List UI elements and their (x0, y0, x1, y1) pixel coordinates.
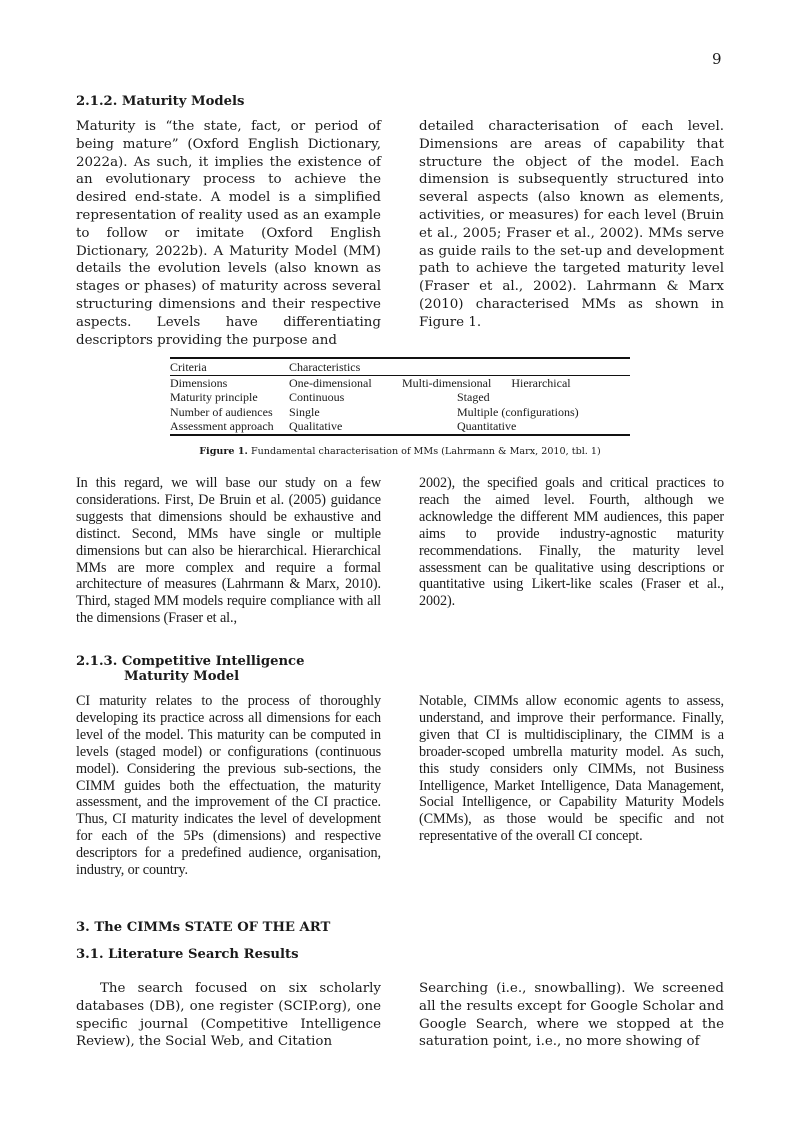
row-characteristic: Single (289, 404, 320, 419)
row-characteristic: Qualitative (289, 419, 343, 434)
heading-line-1: 2.1.3. Competitive Intelligence (76, 654, 305, 669)
literature-search-right-paragraph: Searching (i.e., snowballing). We screened all the results except for Google Scholar and Google Search, where we stopped at the saturation point, i.e., no more showing of (419, 981, 724, 1050)
row-characteristic-multi (402, 376, 630, 391)
section-heading-maturity-models: 2.1.2. Maturity Models (76, 94, 245, 109)
characteristics-header: Characteristics (289, 360, 361, 374)
hierarchical-cell: Hierarchical (511, 375, 571, 390)
ci-maturity-right-paragraph: Notable, CIMMs allow economic agents to assess, understand, and improve their performance. Finally, given that CI is multidisciplinary, the CIMM is a broader-scoped umbrella maturity model. As such, this study considers only CIMMs, not Business Intelligence, Market Intelligence, Data Management, Social Intelligence, or Capability Maturity Models (CMMs), as those would be specific and not representative of the overall CI concept. (419, 693, 724, 845)
row-characteristic: Continuous (289, 390, 345, 405)
page-number: 9 (712, 50, 722, 68)
figure-1-header-row (170, 360, 630, 375)
heading-line-2: Maturity Model (124, 669, 240, 684)
criteria-header: Criteria (170, 360, 207, 374)
figure-1-table (170, 357, 630, 436)
maturity-models-right-paragraph: detailed characterisation of each level. Dimensions are areas of capability that structure the object of the model. Each dimension is subsequently structured into several aspects (also known as elements, activities, or measures) for each level (Bruin et al., 2005; Fraser et al., 2002). MMs serve as guide rails to the set-up and development path to achieve the targeted maturity level (Fraser et al., 2002). Lahrmann & Marx (2010) characterised MMs as shown in Figure 1. (419, 119, 724, 330)
section-heading-ci-maturity-model (76, 654, 304, 684)
multi-dimensional-cell: Multi-dimensional (402, 375, 492, 390)
row-characteristic: One-dimensional (289, 375, 372, 390)
table-row-maturity-principle (170, 390, 630, 405)
table-row-number-of-audiences (170, 405, 630, 420)
maturity-models-left-paragraph: Maturity is “the state, fact, or period of being mature” (Oxford English Dictionary, 2022a). As such, it implies the existence of an evolutionary process to achieve the desired end-state. A model is a simplified representation of reality used as an example to follow or imitate (Oxford English Dictionary, 2022b). A Maturity Model (MM) details the evolution levels (also known as stages or phases) of maturity across several structuring dimensions and their respective aspects. Levels have differentiating descriptors providing the purpose and (76, 119, 381, 348)
ci-maturity-left-paragraph: CI maturity relates to the process of thoroughly developing its practice across all dimensions for each level of the model. This maturity can be computed in levels (staged model) or configurations (continuous model). Considering the previous sub-sections, the CIMM guides both the effectuation, the maturity assessment, and the improvement of the CI practice. Thus, CI maturity indicates the level of development for each of the 5Ps (dimensions) and respective descriptors for a predefined audience, organisation, industry, or country. (76, 693, 381, 879)
considerations-left-paragraph: In this regard, we will base our study on a few considerations. First, De Bruin et al. (2005) guidance suggests that dimensions should be exhaustive and distinct. Second, MMs have single or multiple dimensions but can also be hierarchical. Hierarchical MMs are more complex and require a formal architecture of measures (Lahrmann & Marx, 2010). Third, staged MM models require compliance with all the dimensions (Fraser et al., (76, 475, 381, 627)
table-row-assessment-approach (170, 419, 630, 434)
row-criteria: Maturity principle (170, 390, 258, 405)
considerations-right-paragraph: 2002), the specified goals and critical practices to reach the aimed level. Fourth, although we acknowledge the different MM audiences, this paper aims to provide industry-agnostic maturity recommendations. Finally, the maturity level assessment can be qualitative using descriptions or quantitative using Likert-like scales (Fraser et al., 2002). (419, 475, 724, 610)
caption-label: Figure 1. (199, 446, 248, 457)
row-characteristic: Multiple (configurations) (457, 404, 579, 419)
row-criteria: Assessment approach (170, 419, 274, 434)
figure-1-caption (0, 446, 800, 457)
section-heading-literature-search: 3.1. Literature Search Results (76, 947, 299, 962)
caption-text: Fundamental characterisation of MMs (Lahrmann & Marx, 2010, tbl. 1) (247, 446, 601, 457)
row-characteristic: Quantitative (457, 419, 517, 434)
literature-search-left-paragraph: The search focused on six scholarly databases (DB), one register (SCIP.org), one specific journal (Competitive Intelligence Review), the Social Web, and Citation (76, 981, 381, 1050)
section-heading-state-of-the-art: 3. The CIMMs STATE OF THE ART (76, 920, 331, 935)
row-criteria: Number of audiences (170, 404, 273, 419)
row-criteria: Dimensions (170, 375, 228, 390)
table-row-dimensions (170, 376, 630, 391)
row-characteristic: Staged (457, 390, 490, 405)
